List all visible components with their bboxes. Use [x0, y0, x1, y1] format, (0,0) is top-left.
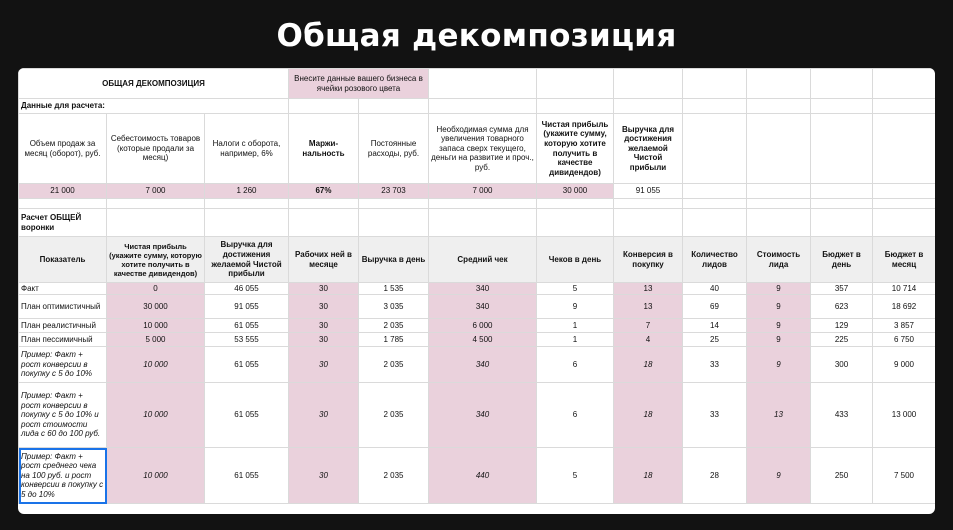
value-cell[interactable]: 6: [537, 383, 614, 448]
value-cell[interactable]: 9: [747, 319, 811, 333]
funnel-header: Чеков в день: [537, 237, 614, 283]
value-cell[interactable]: 6 000: [429, 319, 537, 333]
value-cell[interactable]: 340: [429, 383, 537, 448]
funnel-header: Количество лидов: [683, 237, 747, 283]
funnel-header-row: [19, 237, 936, 283]
table-row: [19, 333, 936, 347]
table-row: [19, 347, 936, 383]
table-row: [19, 283, 936, 295]
spreadsheet[interactable]: [18, 68, 935, 514]
value-cell[interactable]: 9: [537, 295, 614, 319]
value-cell[interactable]: 340: [429, 295, 537, 319]
funnel-header: Бюджет в месяц: [873, 237, 936, 283]
value-cell[interactable]: 225: [811, 333, 873, 347]
value-cell[interactable]: 10 000: [107, 448, 205, 504]
value-cell[interactable]: 46 055: [205, 283, 289, 295]
row-label[interactable]: План оптимистичный: [19, 295, 107, 319]
value-cell[interactable]: 40: [683, 283, 747, 295]
value-cell[interactable]: 69: [683, 295, 747, 319]
value-cell[interactable]: 9: [747, 347, 811, 383]
value-cell[interactable]: 433: [811, 383, 873, 448]
value-cell[interactable]: 6: [537, 347, 614, 383]
value-cell[interactable]: 30: [289, 319, 359, 333]
value-cell[interactable]: 7: [614, 319, 683, 333]
value-cell[interactable]: 18: [614, 347, 683, 383]
value-cell[interactable]: 30: [289, 448, 359, 504]
value-cell[interactable]: 6 750: [873, 333, 936, 347]
value-cell[interactable]: 61 055: [205, 319, 289, 333]
value-cell[interactable]: 9 000: [873, 347, 936, 383]
input-note: Внесите данные вашего бизнеса в ячейки розового цвета: [289, 69, 429, 99]
value-cell[interactable]: 30: [289, 347, 359, 383]
value-cell[interactable]: 14: [683, 319, 747, 333]
value-cell[interactable]: 30 000: [107, 295, 205, 319]
value-cell[interactable]: 25: [683, 333, 747, 347]
funnel-title: Расчет ОБЩЕЙ воронки: [19, 209, 107, 237]
input-header: Маржи-нальность: [289, 114, 359, 184]
row-label[interactable]: Пример: Факт + рост среднего чека на 100 руб. и рост конверсии в покупку с 5 до 10%: [19, 448, 107, 504]
input-header: Объем продаж за месяц (оборот), руб.: [19, 114, 107, 184]
funnel-header: Стоимость лида: [747, 237, 811, 283]
input-cell[interactable]: 1 260: [205, 184, 289, 199]
sheet-header-title: ОБЩАЯ ДЕКОМПОЗИЦИЯ: [19, 69, 289, 99]
input-header: Необходимая сумма для увеличения товарного запаса сверх текущего, деньги на развитие и проч., руб.: [429, 114, 537, 184]
value-cell[interactable]: 10 000: [107, 383, 205, 448]
value-cell[interactable]: 357: [811, 283, 873, 295]
input-header: Выручка для достижения желаемой Чистой прибыли: [614, 114, 683, 184]
value-cell[interactable]: 2 035: [359, 448, 429, 504]
value-cell[interactable]: 53 555: [205, 333, 289, 347]
value-cell[interactable]: 61 055: [205, 448, 289, 504]
value-cell[interactable]: 91 055: [205, 295, 289, 319]
value-cell[interactable]: 91 055: [614, 184, 683, 199]
value-cell[interactable]: 9: [747, 283, 811, 295]
table-row: [19, 319, 936, 333]
value-cell[interactable]: 28: [683, 448, 747, 504]
value-cell[interactable]: 1: [537, 333, 614, 347]
funnel-title-row: [19, 209, 936, 237]
value-cell[interactable]: 18: [614, 448, 683, 504]
funnel-header: Выручка в день: [359, 237, 429, 283]
input-header: Налоги с оборота, например, 6%: [205, 114, 289, 184]
value-cell[interactable]: 33: [683, 383, 747, 448]
funnel-header: Выручка для достижения желаемой Чистой прибыли: [205, 237, 289, 283]
input-header-row: [19, 114, 936, 184]
value-cell[interactable]: 340: [429, 347, 537, 383]
value-cell[interactable]: 13: [614, 283, 683, 295]
funnel-header: Чистая прибыль (укажите сумму, которую хотите получить в качестве дивидендов): [107, 237, 205, 283]
value-cell[interactable]: 2 035: [359, 319, 429, 333]
input-cell[interactable]: 23 703: [359, 184, 429, 199]
value-cell[interactable]: 1: [537, 319, 614, 333]
value-cell[interactable]: 7 500: [873, 448, 936, 504]
header-row: [19, 69, 936, 99]
input-cell[interactable]: 7 000: [429, 184, 537, 199]
value-cell[interactable]: 5 000: [107, 333, 205, 347]
value-cell[interactable]: 10 000: [107, 347, 205, 383]
value-cell[interactable]: 13 000: [873, 383, 936, 448]
value-cell[interactable]: 67%: [289, 184, 359, 199]
value-cell[interactable]: 9: [747, 448, 811, 504]
value-cell[interactable]: 30: [289, 295, 359, 319]
value-cell[interactable]: 1 535: [359, 283, 429, 295]
value-cell[interactable]: 4 500: [429, 333, 537, 347]
slide-title: Общая декомпозиция: [276, 18, 677, 54]
value-cell[interactable]: 9: [747, 295, 811, 319]
value-cell[interactable]: 9: [747, 333, 811, 347]
value-cell[interactable]: 33: [683, 347, 747, 383]
value-cell[interactable]: 0: [107, 283, 205, 295]
table-row: [19, 383, 936, 448]
decomposition-table: [18, 68, 935, 504]
row-label[interactable]: План пессимичный: [19, 333, 107, 347]
value-cell[interactable]: 30: [289, 283, 359, 295]
value-cell[interactable]: 5: [537, 448, 614, 504]
input-cell[interactable]: 21 000: [19, 184, 107, 199]
funnel-header: Бюджет в день: [811, 237, 873, 283]
calc-label: Данные для расчета:: [19, 99, 289, 114]
value-cell[interactable]: 4: [614, 333, 683, 347]
value-cell[interactable]: 250: [811, 448, 873, 504]
funnel-header: Средний чек: [429, 237, 537, 283]
input-cell[interactable]: 7 000: [107, 184, 205, 199]
value-cell[interactable]: 3 035: [359, 295, 429, 319]
funnel-header: Конверсия в покупку: [614, 237, 683, 283]
value-cell[interactable]: 18 692: [873, 295, 936, 319]
value-cell[interactable]: 340: [429, 283, 537, 295]
value-cell[interactable]: 2 035: [359, 383, 429, 448]
value-cell[interactable]: 18: [614, 383, 683, 448]
calc-label-row: [19, 99, 936, 114]
input-header: Себестоимость товаров (которые продали за месяц): [107, 114, 205, 184]
value-cell[interactable]: 3 857: [873, 319, 936, 333]
value-cell[interactable]: 300: [811, 347, 873, 383]
value-cell[interactable]: 10 000: [107, 319, 205, 333]
value-cell[interactable]: 13: [747, 383, 811, 448]
funnel-header: Показатель: [19, 237, 107, 283]
value-cell[interactable]: 2 035: [359, 347, 429, 383]
value-cell[interactable]: 10 714: [873, 283, 936, 295]
input-cell[interactable]: 30 000: [537, 184, 614, 199]
spacer-row: [19, 199, 936, 209]
value-cell[interactable]: 13: [614, 295, 683, 319]
value-cell[interactable]: 61 055: [205, 383, 289, 448]
value-cell[interactable]: 1 785: [359, 333, 429, 347]
table-row: [19, 448, 936, 504]
row-label[interactable]: Пример: Факт + рост конверсии в покупку с 5 до 10%: [19, 347, 107, 383]
input-header: Чистая прибыль (укажите сумму, которую хотите получить в качестве дивидендов): [537, 114, 614, 184]
value-cell[interactable]: 30: [289, 383, 359, 448]
value-cell[interactable]: 129: [811, 319, 873, 333]
row-label[interactable]: План реалистичный: [19, 319, 107, 333]
value-cell[interactable]: 61 055: [205, 347, 289, 383]
input-value-row: [19, 184, 936, 199]
row-label[interactable]: Пример: Факт + рост конверсии в покупку с 5 до 10% и рост стоимости лида с 60 до 100 руб.: [19, 383, 107, 448]
table-row: [19, 295, 936, 319]
row-label[interactable]: Факт: [19, 283, 107, 295]
input-header: Постоянные расходы, руб.: [359, 114, 429, 184]
value-cell[interactable]: 5: [537, 283, 614, 295]
funnel-header: Рабочих ней в месяце: [289, 237, 359, 283]
value-cell[interactable]: 30: [289, 333, 359, 347]
value-cell[interactable]: 440: [429, 448, 537, 504]
value-cell[interactable]: 623: [811, 295, 873, 319]
